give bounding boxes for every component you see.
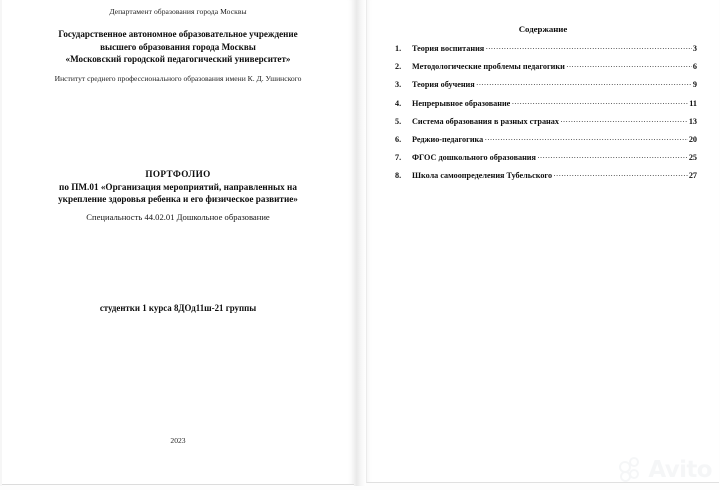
toc-entry-number: 4. bbox=[395, 98, 402, 108]
toc-entry-page: 13 bbox=[688, 116, 697, 126]
toc-leader-dots bbox=[486, 42, 692, 51]
portfolio-subtitle-line-2: укрепление здоровья ребенка и его физическое развитие» bbox=[58, 194, 298, 205]
toc-entry-page: 27 bbox=[688, 171, 697, 181]
organization-line-1: Государственное автономное образовательное учреждение bbox=[58, 29, 298, 39]
toc-entry-page: 25 bbox=[688, 153, 697, 163]
toc-leader-dots bbox=[485, 133, 688, 142]
toc-entry-page: 11 bbox=[689, 98, 697, 108]
toc-entry-number: 3. bbox=[395, 80, 402, 90]
right-page-contents bbox=[366, 0, 719, 483]
toc-entry-label: Школа самоопределения Тубельского bbox=[412, 171, 553, 181]
department-line: Департамент образования города Москвы bbox=[109, 7, 247, 16]
toc-entry bbox=[395, 151, 697, 169]
student-line: студентки 1 курса 8ДОд11ш-21 группы bbox=[99, 303, 257, 313]
toc-entry-label: Теория воспитания bbox=[412, 44, 485, 53]
toc-entry-number: 1. bbox=[395, 44, 402, 53]
toc-entry bbox=[395, 60, 697, 78]
toc-entry bbox=[395, 169, 697, 187]
toc-entry-number: 7. bbox=[395, 153, 402, 163]
toc-entry-label: Теория обучения bbox=[412, 80, 475, 90]
avito-dot-2 bbox=[629, 457, 639, 467]
toc-entry bbox=[395, 97, 697, 115]
institute-line: Институт среднего профессионального образования имени К. Д. Ушинского bbox=[54, 74, 302, 83]
toc-leader-dots bbox=[560, 115, 687, 124]
left-page-content bbox=[2, 0, 354, 484]
toc-entry bbox=[395, 115, 697, 133]
toc-entry bbox=[395, 78, 697, 96]
contents-heading: Содержание bbox=[518, 24, 568, 34]
toc-entry-label: Непрерывное образование bbox=[412, 98, 511, 108]
toc-entry bbox=[395, 42, 697, 60]
avito-dot-4 bbox=[620, 471, 631, 482]
toc-entry bbox=[395, 133, 697, 151]
toc-entry-number: 5. bbox=[395, 116, 402, 126]
toc-leader-dots bbox=[537, 151, 687, 160]
toc-entry-number: 6. bbox=[395, 134, 402, 144]
toc-entry-label: Система образования в разных странах bbox=[412, 116, 559, 126]
toc-leader-dots bbox=[512, 97, 688, 106]
avito-dots-icon bbox=[619, 457, 645, 483]
specialty-line: Специальность 44.02.01 Дошкольное образование bbox=[86, 212, 270, 222]
toc-entry-page: 3 bbox=[692, 44, 697, 53]
toc-entry-label: Реджио-педагогика bbox=[412, 134, 484, 144]
left-page-title bbox=[2, 0, 355, 485]
toc-entry-page: 9 bbox=[692, 80, 697, 90]
right-page-content bbox=[367, 0, 719, 482]
toc-leader-dots bbox=[476, 78, 692, 87]
portfolio-title-block bbox=[2, 168, 354, 206]
toc-entry-label: ФГОС дошкольного образования bbox=[412, 153, 536, 163]
avito-wordmark: Avito bbox=[648, 457, 712, 483]
portfolio-title: ПОРТФОЛИО bbox=[145, 169, 211, 179]
contents-list bbox=[395, 42, 697, 188]
year-line: 2023 bbox=[170, 436, 186, 445]
organization-line-2: высшего образования города Москвы bbox=[100, 41, 256, 52]
toc-leader-dots bbox=[554, 169, 688, 178]
toc-entry-page: 20 bbox=[688, 134, 697, 144]
toc-entry-number: 2. bbox=[395, 62, 402, 72]
toc-entry-number: 8. bbox=[395, 171, 402, 181]
toc-entry-page: 6 bbox=[692, 62, 697, 72]
organization-block bbox=[2, 28, 354, 66]
portfolio-subtitle-line-1: по ПМ.01 «Организация мероприятий, направленных на bbox=[59, 181, 297, 192]
toc-leader-dots bbox=[566, 60, 692, 69]
toc-entry-label: Методологические проблемы педагогики bbox=[412, 62, 565, 72]
organization-line-3: «Московский городской педагогический университет» bbox=[65, 54, 291, 65]
avito-watermark bbox=[619, 457, 712, 483]
book-gutter bbox=[354, 0, 366, 486]
